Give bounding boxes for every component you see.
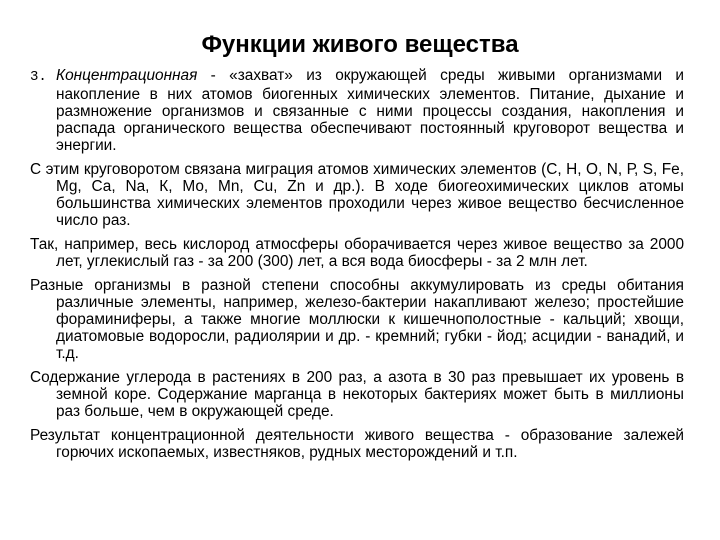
point-paragraph (30, 67, 684, 154)
paragraph-turnover: Так, например, весь кислород атмосферы оборачивается через живое вещество за 2000 лет, углекислый газ - за 200 (300) лет, а вся вода биосферы - за 2 млн лет. (30, 236, 684, 270)
point-number: 3. (30, 69, 47, 85)
slide-content (30, 67, 684, 468)
slide-title-text: Функции живого вещества (201, 31, 519, 58)
slide-title (0, 30, 720, 60)
paragraph-migration: С этим круговоротом связана миграция атомов химических элементов (С, Н, О, N, Р, S, Fe, Mg, Са, Na, К, Мо, Mn, Cu, Zn и др.). В ходе биогеохимических циклов атомы большинства химических элементов проходили через живое вещество бесчисленное число раз. (30, 161, 684, 229)
point-term: Концентрационная (56, 67, 198, 84)
paragraph-result: Результат концентрационной деятельности живого вещества - образование залежей горючих ископаемых, известняков, рудных месторождений и т.п. (30, 427, 684, 461)
point-text: - «захват» из окружающей среды живыми организмами и накопление в них атомов биогенных химических элементов. Питание, дыхание и размножение организмов и связанные с ними процессы создания, накопления и распада органического вещества обеспечивают постоянный круговорот вещества и энергии. (56, 67, 684, 154)
paragraph-content: Содержание углерода в растениях в 200 раз, а азота в 30 раз превышает их уровень в земной коре. Содержание марганца в некоторых бактериях может быть в миллионы раз больше, чем в окружающей среде. (30, 369, 684, 420)
paragraph-accumulation: Разные организмы в разной степени способны аккумулировать из среды обитания различные элементы, например, железо-бактерии накапливают железо; простейшие фораминиферы, а также многие моллюски к кишечнополостные - кальций; хвощи, диатомовые водоросли, радиолярии и др. - кремний; губки - йод; асцидии - ванадий, и т.д. (30, 277, 684, 362)
